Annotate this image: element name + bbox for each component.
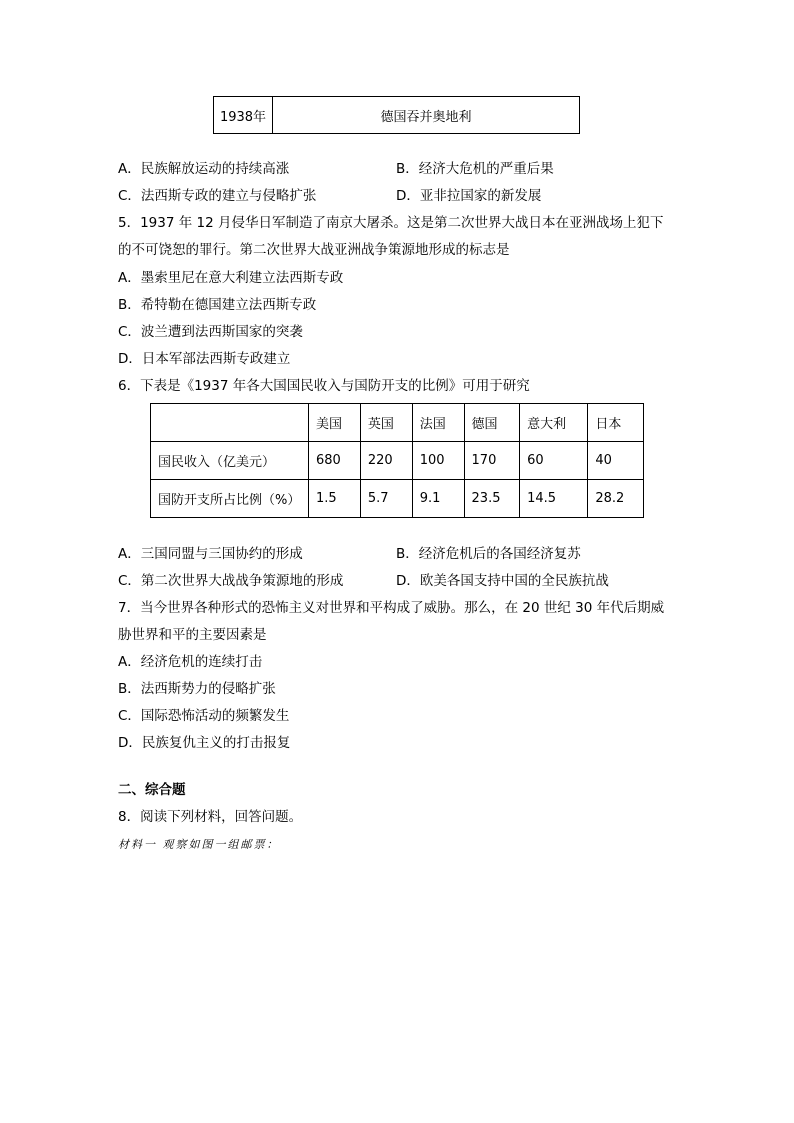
q5-option-a: A．墨索里尼在意大利建立法西斯专政 xyxy=(118,270,344,286)
table-row xyxy=(214,97,580,134)
table-header-cell: 法国 xyxy=(412,404,464,442)
table-cell: 14.5 xyxy=(520,480,588,518)
q6-option-a: A．三国同盟与三国协约的形成 xyxy=(118,546,303,562)
q5-option-b: B．希特勒在德国建立法西斯专政 xyxy=(118,297,317,313)
q4-option-d: D．亚非拉国家的新发展 xyxy=(396,188,542,204)
table-row xyxy=(151,442,644,480)
q6-option-b: B．经济危机后的各国经济复苏 xyxy=(396,546,581,562)
q7-option-b: B．法西斯势力的侵略扩张 xyxy=(118,681,276,697)
q5-option-c: C．波兰遭到法西斯国家的突袭 xyxy=(118,324,303,340)
q5-stem-line1: 5．1937 年 12 月侵华日军制造了南京大屠杀。这是第二次世界大战日本在亚洲战场上犯下 xyxy=(118,215,664,231)
q6-option-d: D．欧美各国支持中国的全民族抗战 xyxy=(396,573,609,589)
table-cell: 23.5 xyxy=(464,480,520,518)
q5-stem-line2: 的不可饶恕的罪行。第二次世界大战亚洲战争策源地形成的标志是 xyxy=(118,242,510,258)
q7-option-a: A．经济危机的连续打击 xyxy=(118,654,263,670)
q4-option-a: A．民族解放运动的持续高涨 xyxy=(118,161,290,177)
table-cell: 国民收入（亿美元） xyxy=(151,442,309,480)
table-header-row xyxy=(151,404,644,442)
table-cell: 100 xyxy=(412,442,464,480)
table-cell: 40 xyxy=(588,442,644,480)
q6-option-c: C．第二次世界大战战争策源地的形成 xyxy=(118,573,344,589)
table-cell: 9.1 xyxy=(412,480,464,518)
material-one-caption: 材料一 观察如图一组邮票： xyxy=(118,838,280,851)
income-defense-table xyxy=(150,403,644,518)
table-cell: 680 xyxy=(309,442,361,480)
q7-option-c: C．国际恐怖活动的频繁发生 xyxy=(118,708,290,724)
table-cell: 170 xyxy=(464,442,520,480)
table-cell: 5.7 xyxy=(360,480,412,518)
q6-stem: 6．下表是《1937 年各大国国民收入与国防开支的比例》可用于研究 xyxy=(118,378,530,394)
q4-option-c: C．法西斯专政的建立与侵略扩张 xyxy=(118,188,317,204)
table-row xyxy=(151,480,644,518)
table-header-cell: 美国 xyxy=(309,404,361,442)
table-header-cell: 日本 xyxy=(588,404,644,442)
q8-stem: 8．阅读下列材料，回答问题。 xyxy=(118,809,303,825)
table-cell: 1.5 xyxy=(309,480,361,518)
table-cell: 220 xyxy=(360,442,412,480)
table-header-cell: 意大利 xyxy=(520,404,588,442)
table-cell: 国防开支所占比例（%） xyxy=(151,480,309,518)
q7-stem-line1: 7．当今世界各种形式的恐怖主义对世界和平构成了威胁。那么，在 20 世纪 30 年代后期威 xyxy=(118,600,665,616)
q4-option-b: B．经济大危机的严重后果 xyxy=(396,161,554,177)
q7-stem-line2: 胁世界和平的主要因素是 xyxy=(118,627,267,643)
timeline-year: 1938年 xyxy=(214,97,273,134)
q7-option-d: D．民族复仇主义的打击报复 xyxy=(118,735,291,751)
table-header-cell: 英国 xyxy=(360,404,412,442)
timeline-event: 德国吞并奥地利 xyxy=(273,97,580,134)
table-header-cell xyxy=(151,404,309,442)
section-title: 二、综合题 xyxy=(118,782,186,798)
table-cell: 60 xyxy=(520,442,588,480)
table-header-cell: 德国 xyxy=(464,404,520,442)
table-cell: 28.2 xyxy=(588,480,644,518)
timeline-table xyxy=(213,96,580,134)
q5-option-d: D．日本军部法西斯专政建立 xyxy=(118,351,291,367)
